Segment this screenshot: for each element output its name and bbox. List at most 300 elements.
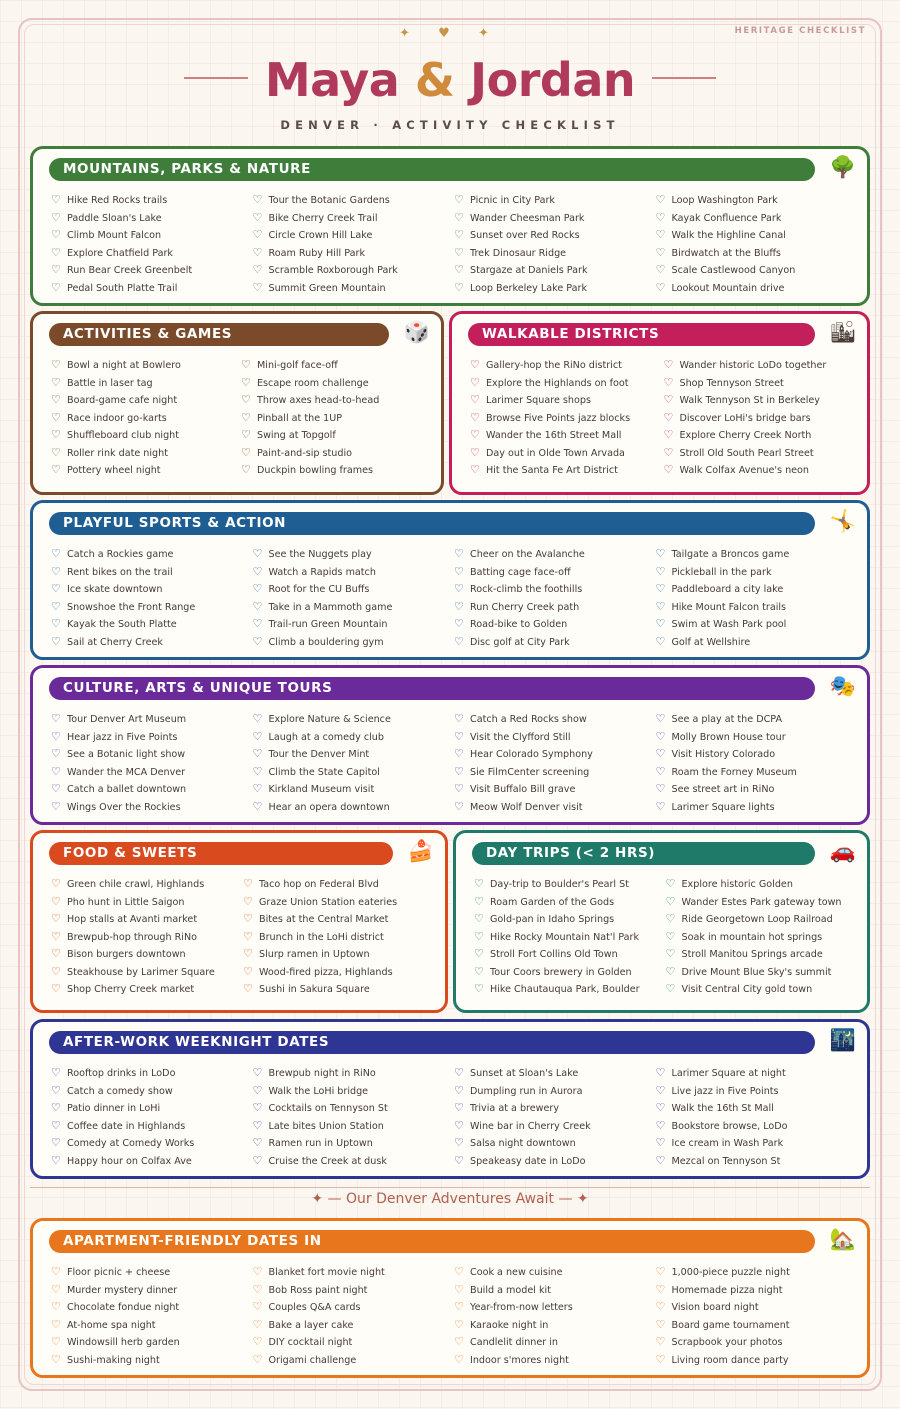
heart-checkbox-icon[interactable]: ♡ [474, 982, 484, 995]
checklist-item[interactable] [656, 1281, 858, 1299]
checklist-item[interactable] [253, 244, 455, 262]
heart-checkbox-icon[interactable]: ♡ [655, 582, 666, 595]
heart-checkbox-icon[interactable]: ♡ [252, 1153, 263, 1167]
heart-checkbox-icon[interactable]: ♡ [663, 463, 674, 476]
heart-checkbox-icon[interactable]: ♡ [252, 1300, 263, 1313]
heart-checkbox-icon[interactable]: ♡ [454, 1118, 464, 1132]
heart-checkbox-icon[interactable]: ♡ [470, 463, 480, 476]
checklist-item[interactable] [51, 261, 253, 279]
heart-checkbox-icon[interactable]: ♡ [51, 712, 61, 725]
checklist-item[interactable] [253, 1082, 455, 1100]
heart-checkbox-icon[interactable]: ♡ [252, 729, 263, 743]
checklist-item[interactable] [454, 244, 656, 262]
checklist-item[interactable] [253, 209, 455, 227]
checklist-item[interactable] [454, 226, 656, 244]
heart-checkbox-icon[interactable]: ♡ [51, 912, 61, 925]
heart-checkbox-icon[interactable]: ♡ [51, 428, 61, 441]
checklist-item[interactable] [51, 391, 241, 409]
heart-checkbox-icon[interactable]: ♡ [470, 358, 480, 371]
checklist-item[interactable] [656, 279, 858, 297]
heart-checkbox-icon[interactable]: ♡ [665, 964, 676, 978]
checklist-item[interactable] [666, 893, 858, 911]
heart-checkbox-icon[interactable]: ♡ [243, 947, 253, 960]
heart-checkbox-icon[interactable]: ♡ [655, 1265, 666, 1278]
checklist-item[interactable] [253, 633, 455, 651]
checklist-item[interactable] [253, 1298, 455, 1316]
checklist-item[interactable] [454, 1152, 656, 1170]
heart-checkbox-icon[interactable]: ♡ [655, 634, 666, 648]
checklist-item[interactable] [656, 1117, 858, 1135]
heart-checkbox-icon[interactable]: ♡ [51, 894, 61, 908]
checklist-item[interactable] [241, 409, 431, 427]
heart-checkbox-icon[interactable]: ♡ [665, 894, 676, 908]
heart-checkbox-icon[interactable]: ♡ [655, 782, 666, 795]
checklist-item[interactable] [51, 710, 253, 728]
heart-checkbox-icon[interactable]: ♡ [51, 782, 61, 795]
checklist-item[interactable] [253, 226, 455, 244]
checklist-item[interactable] [666, 928, 858, 946]
checklist-item[interactable] [666, 980, 858, 998]
heart-checkbox-icon[interactable]: ♡ [470, 393, 480, 406]
heart-checkbox-icon[interactable]: ♡ [454, 1352, 464, 1366]
heart-checkbox-icon[interactable]: ♡ [252, 1317, 263, 1331]
checklist-item[interactable] [253, 1281, 455, 1299]
heart-checkbox-icon[interactable]: ♡ [655, 263, 666, 276]
checklist-item[interactable] [656, 1082, 858, 1100]
heart-checkbox-icon[interactable]: ♡ [655, 1118, 666, 1132]
checklist-item[interactable] [253, 279, 455, 297]
checklist-item[interactable] [454, 1099, 656, 1117]
heart-checkbox-icon[interactable]: ♡ [655, 1335, 666, 1348]
heart-checkbox-icon[interactable]: ♡ [665, 982, 676, 995]
checklist-item[interactable] [241, 426, 431, 444]
heart-checkbox-icon[interactable]: ♡ [655, 1136, 666, 1149]
checklist-item[interactable] [454, 710, 656, 728]
checklist-item[interactable] [474, 980, 666, 998]
checklist-item[interactable] [470, 426, 664, 444]
heart-checkbox-icon[interactable]: ♡ [51, 393, 61, 406]
heart-checkbox-icon[interactable]: ♡ [51, 1352, 61, 1366]
checklist-item[interactable] [666, 945, 858, 963]
heart-checkbox-icon[interactable]: ♡ [241, 410, 251, 424]
checklist-item[interactable] [470, 391, 664, 409]
checklist-item[interactable] [51, 444, 241, 462]
heart-checkbox-icon[interactable]: ♡ [454, 1317, 464, 1331]
checklist-item[interactable] [656, 1152, 858, 1170]
heart-checkbox-icon[interactable]: ♡ [454, 193, 464, 206]
checklist-item[interactable] [664, 356, 858, 374]
checklist-item[interactable] [664, 444, 858, 462]
checklist-item[interactable] [51, 374, 241, 392]
checklist-item[interactable] [664, 426, 858, 444]
checklist-item[interactable] [454, 1281, 656, 1299]
checklist-item[interactable] [454, 1316, 656, 1334]
checklist-item[interactable] [656, 1333, 858, 1351]
heart-checkbox-icon[interactable]: ♡ [252, 782, 263, 795]
heart-checkbox-icon[interactable]: ♡ [51, 582, 61, 595]
heart-checkbox-icon[interactable]: ♡ [655, 245, 666, 259]
heart-checkbox-icon[interactable]: ♡ [51, 982, 61, 995]
heart-checkbox-icon[interactable]: ♡ [655, 764, 666, 778]
checklist-item[interactable] [666, 963, 858, 981]
checklist-item[interactable] [243, 963, 435, 981]
checklist-item[interactable] [454, 1134, 656, 1152]
heart-checkbox-icon[interactable]: ♡ [51, 564, 61, 578]
checklist-item[interactable] [253, 545, 455, 563]
heart-checkbox-icon[interactable]: ♡ [252, 799, 263, 813]
heart-checkbox-icon[interactable]: ♡ [252, 764, 263, 778]
checklist-item[interactable] [656, 763, 858, 781]
heart-checkbox-icon[interactable]: ♡ [252, 617, 263, 630]
checklist-item[interactable] [243, 875, 435, 893]
checklist-item[interactable] [51, 1082, 253, 1100]
heart-checkbox-icon[interactable]: ♡ [663, 393, 674, 406]
heart-checkbox-icon[interactable]: ♡ [51, 1317, 61, 1331]
checklist-item[interactable] [454, 728, 656, 746]
checklist-item[interactable] [656, 1351, 858, 1369]
heart-checkbox-icon[interactable]: ♡ [51, 445, 61, 459]
heart-checkbox-icon[interactable]: ♡ [663, 375, 674, 389]
checklist-item[interactable] [51, 1298, 253, 1316]
checklist-item[interactable] [454, 798, 656, 816]
checklist-item[interactable] [474, 928, 666, 946]
checklist-item[interactable] [656, 710, 858, 728]
heart-checkbox-icon[interactable]: ♡ [51, 245, 61, 259]
heart-checkbox-icon[interactable]: ♡ [655, 799, 666, 813]
heart-checkbox-icon[interactable]: ♡ [51, 764, 61, 778]
heart-checkbox-icon[interactable]: ♡ [655, 1083, 666, 1097]
checklist-item[interactable] [253, 615, 455, 633]
checklist-item[interactable] [51, 356, 241, 374]
heart-checkbox-icon[interactable]: ♡ [252, 1066, 263, 1079]
checklist-item[interactable] [253, 1099, 455, 1117]
heart-checkbox-icon[interactable]: ♡ [252, 747, 263, 760]
heart-checkbox-icon[interactable]: ♡ [51, 1083, 61, 1097]
heart-checkbox-icon[interactable]: ♡ [51, 1300, 61, 1313]
heart-checkbox-icon[interactable]: ♡ [470, 375, 480, 389]
heart-checkbox-icon[interactable]: ♡ [454, 1282, 464, 1296]
checklist-item[interactable] [241, 356, 431, 374]
heart-checkbox-icon[interactable]: ♡ [474, 964, 484, 978]
heart-checkbox-icon[interactable]: ♡ [51, 280, 61, 294]
checklist-item[interactable] [253, 563, 455, 581]
heart-checkbox-icon[interactable]: ♡ [454, 280, 464, 294]
checklist-item[interactable] [51, 1263, 253, 1281]
checklist-item[interactable] [656, 1134, 858, 1152]
heart-checkbox-icon[interactable]: ♡ [663, 428, 674, 441]
checklist-item[interactable] [474, 963, 666, 981]
checklist-item[interactable] [51, 209, 253, 227]
checklist-item[interactable] [656, 1263, 858, 1281]
checklist-item[interactable] [666, 910, 858, 928]
checklist-item[interactable] [51, 191, 253, 209]
heart-checkbox-icon[interactable]: ♡ [252, 1083, 263, 1097]
checklist-item[interactable] [474, 910, 666, 928]
heart-checkbox-icon[interactable]: ♡ [51, 747, 61, 760]
heart-checkbox-icon[interactable]: ♡ [454, 764, 464, 778]
checklist-item[interactable] [51, 910, 243, 928]
checklist-item[interactable] [51, 1281, 253, 1299]
heart-checkbox-icon[interactable]: ♡ [454, 747, 464, 760]
checklist-item[interactable] [241, 461, 431, 479]
heart-checkbox-icon[interactable]: ♡ [655, 210, 666, 224]
checklist-item[interactable] [454, 633, 656, 651]
heart-checkbox-icon[interactable]: ♡ [51, 617, 61, 630]
heart-checkbox-icon[interactable]: ♡ [655, 599, 666, 613]
checklist-item[interactable] [253, 580, 455, 598]
heart-checkbox-icon[interactable]: ♡ [655, 1352, 666, 1366]
heart-checkbox-icon[interactable]: ♡ [51, 375, 61, 389]
checklist-item[interactable] [656, 633, 858, 651]
checklist-item[interactable] [454, 598, 656, 616]
checklist-item[interactable] [51, 563, 253, 581]
heart-checkbox-icon[interactable]: ♡ [252, 634, 263, 648]
checklist-item[interactable] [454, 745, 656, 763]
checklist-item[interactable] [51, 1333, 253, 1351]
checklist-item[interactable] [51, 1117, 253, 1135]
checklist-item[interactable] [474, 875, 666, 893]
checklist-item[interactable] [656, 261, 858, 279]
heart-checkbox-icon[interactable]: ♡ [252, 210, 263, 224]
checklist-item[interactable] [253, 780, 455, 798]
checklist-item[interactable] [51, 1064, 253, 1082]
checklist-item[interactable] [454, 615, 656, 633]
heart-checkbox-icon[interactable]: ♡ [51, 599, 61, 613]
checklist-item[interactable] [51, 580, 253, 598]
checklist-item[interactable] [656, 226, 858, 244]
heart-checkbox-icon[interactable]: ♡ [454, 1153, 464, 1167]
checklist-item[interactable] [656, 545, 858, 563]
checklist-item[interactable] [454, 1082, 656, 1100]
heart-checkbox-icon[interactable]: ♡ [252, 193, 263, 206]
heart-checkbox-icon[interactable]: ♡ [454, 1066, 464, 1079]
checklist-item[interactable] [664, 374, 858, 392]
checklist-item[interactable] [454, 261, 656, 279]
heart-checkbox-icon[interactable]: ♡ [51, 1153, 61, 1167]
checklist-item[interactable] [454, 763, 656, 781]
checklist-item[interactable] [454, 1333, 656, 1351]
checklist-item[interactable] [51, 598, 253, 616]
checklist-item[interactable] [656, 1316, 858, 1334]
checklist-item[interactable] [51, 226, 253, 244]
heart-checkbox-icon[interactable]: ♡ [655, 1066, 666, 1079]
checklist-item[interactable] [241, 391, 431, 409]
checklist-item[interactable] [454, 1117, 656, 1135]
heart-checkbox-icon[interactable]: ♡ [243, 982, 253, 995]
checklist-item[interactable] [51, 633, 253, 651]
checklist-item[interactable] [253, 763, 455, 781]
heart-checkbox-icon[interactable]: ♡ [252, 1282, 263, 1296]
heart-checkbox-icon[interactable]: ♡ [665, 929, 676, 943]
checklist-item[interactable] [470, 444, 664, 462]
heart-checkbox-icon[interactable]: ♡ [663, 445, 674, 459]
checklist-item[interactable] [253, 728, 455, 746]
heart-checkbox-icon[interactable]: ♡ [454, 245, 464, 259]
checklist-item[interactable] [656, 580, 858, 598]
heart-checkbox-icon[interactable]: ♡ [470, 445, 480, 459]
checklist-item[interactable] [253, 598, 455, 616]
checklist-item[interactable] [454, 563, 656, 581]
heart-checkbox-icon[interactable]: ♡ [241, 445, 251, 459]
checklist-item[interactable] [241, 444, 431, 462]
checklist-item[interactable] [51, 1152, 253, 1170]
checklist-item[interactable] [51, 1316, 253, 1334]
heart-checkbox-icon[interactable]: ♡ [454, 782, 464, 795]
heart-checkbox-icon[interactable]: ♡ [655, 1300, 666, 1313]
heart-checkbox-icon[interactable]: ♡ [51, 877, 61, 890]
heart-checkbox-icon[interactable]: ♡ [252, 564, 263, 578]
heart-checkbox-icon[interactable]: ♡ [252, 599, 263, 613]
heart-checkbox-icon[interactable]: ♡ [241, 393, 251, 406]
heart-checkbox-icon[interactable]: ♡ [51, 1282, 61, 1296]
heart-checkbox-icon[interactable]: ♡ [252, 245, 263, 259]
checklist-item[interactable] [51, 798, 253, 816]
checklist-item[interactable] [656, 745, 858, 763]
checklist-item[interactable] [243, 945, 435, 963]
checklist-item[interactable] [656, 244, 858, 262]
heart-checkbox-icon[interactable]: ♡ [51, 634, 61, 648]
heart-checkbox-icon[interactable]: ♡ [474, 947, 484, 960]
heart-checkbox-icon[interactable]: ♡ [51, 1066, 61, 1079]
heart-checkbox-icon[interactable]: ♡ [655, 729, 666, 743]
checklist-item[interactable] [656, 728, 858, 746]
heart-checkbox-icon[interactable]: ♡ [243, 912, 253, 925]
checklist-item[interactable] [474, 945, 666, 963]
heart-checkbox-icon[interactable]: ♡ [51, 463, 61, 476]
checklist-item[interactable] [656, 1064, 858, 1082]
checklist-item[interactable] [656, 615, 858, 633]
heart-checkbox-icon[interactable]: ♡ [241, 375, 251, 389]
checklist-item[interactable] [51, 1134, 253, 1152]
heart-checkbox-icon[interactable]: ♡ [252, 1335, 263, 1348]
checklist-item[interactable] [51, 875, 243, 893]
checklist-item[interactable] [51, 963, 243, 981]
checklist-item[interactable] [253, 1134, 455, 1152]
checklist-item[interactable] [454, 780, 656, 798]
checklist-item[interactable] [656, 798, 858, 816]
checklist-item[interactable] [51, 461, 241, 479]
heart-checkbox-icon[interactable]: ♡ [454, 1083, 464, 1097]
heart-checkbox-icon[interactable]: ♡ [51, 1118, 61, 1132]
checklist-item[interactable] [51, 980, 243, 998]
heart-checkbox-icon[interactable]: ♡ [252, 263, 263, 276]
heart-checkbox-icon[interactable]: ♡ [655, 1101, 666, 1114]
heart-checkbox-icon[interactable]: ♡ [454, 1335, 464, 1348]
heart-checkbox-icon[interactable]: ♡ [454, 564, 464, 578]
checklist-item[interactable] [470, 409, 664, 427]
heart-checkbox-icon[interactable]: ♡ [655, 228, 666, 241]
heart-checkbox-icon[interactable]: ♡ [454, 210, 464, 224]
heart-checkbox-icon[interactable]: ♡ [665, 947, 676, 960]
heart-checkbox-icon[interactable]: ♡ [241, 428, 251, 441]
heart-checkbox-icon[interactable]: ♡ [252, 712, 263, 725]
checklist-item[interactable] [656, 563, 858, 581]
heart-checkbox-icon[interactable]: ♡ [454, 1136, 464, 1149]
checklist-item[interactable] [454, 1298, 656, 1316]
checklist-item[interactable] [664, 409, 858, 427]
heart-checkbox-icon[interactable]: ♡ [51, 358, 61, 371]
checklist-item[interactable] [243, 928, 435, 946]
heart-checkbox-icon[interactable]: ♡ [454, 617, 464, 630]
checklist-item[interactable] [656, 598, 858, 616]
checklist-item[interactable] [656, 1099, 858, 1117]
heart-checkbox-icon[interactable]: ♡ [252, 280, 263, 294]
checklist-item[interactable] [470, 461, 664, 479]
heart-checkbox-icon[interactable]: ♡ [51, 947, 61, 960]
heart-checkbox-icon[interactable]: ♡ [51, 263, 61, 276]
checklist-item[interactable] [51, 409, 241, 427]
checklist-item[interactable] [656, 1298, 858, 1316]
checklist-item[interactable] [51, 780, 253, 798]
checklist-item[interactable] [454, 191, 656, 209]
checklist-item[interactable] [51, 426, 241, 444]
checklist-item[interactable] [454, 545, 656, 563]
heart-checkbox-icon[interactable]: ♡ [454, 582, 464, 595]
checklist-item[interactable] [664, 391, 858, 409]
checklist-item[interactable] [253, 1333, 455, 1351]
checklist-item[interactable] [666, 875, 858, 893]
checklist-item[interactable] [243, 910, 435, 928]
heart-checkbox-icon[interactable]: ♡ [252, 1136, 263, 1149]
checklist-item[interactable] [241, 374, 431, 392]
heart-checkbox-icon[interactable]: ♡ [663, 410, 674, 424]
heart-checkbox-icon[interactable]: ♡ [474, 877, 484, 890]
checklist-item[interactable] [454, 1351, 656, 1369]
checklist-item[interactable] [253, 261, 455, 279]
heart-checkbox-icon[interactable]: ♡ [474, 894, 484, 908]
heart-checkbox-icon[interactable]: ♡ [51, 1101, 61, 1114]
checklist-item[interactable] [470, 356, 664, 374]
heart-checkbox-icon[interactable]: ♡ [470, 428, 480, 441]
checklist-item[interactable] [454, 279, 656, 297]
heart-checkbox-icon[interactable]: ♡ [454, 1300, 464, 1313]
checklist-item[interactable] [253, 710, 455, 728]
checklist-item[interactable] [51, 1351, 253, 1369]
heart-checkbox-icon[interactable]: ♡ [454, 228, 464, 241]
checklist-item[interactable] [454, 209, 656, 227]
heart-checkbox-icon[interactable]: ♡ [51, 929, 61, 943]
heart-checkbox-icon[interactable]: ♡ [252, 1352, 263, 1366]
checklist-item[interactable] [51, 763, 253, 781]
checklist-item[interactable] [253, 1117, 455, 1135]
heart-checkbox-icon[interactable]: ♡ [241, 358, 251, 371]
checklist-item[interactable] [454, 580, 656, 598]
heart-checkbox-icon[interactable]: ♡ [252, 228, 263, 241]
heart-checkbox-icon[interactable]: ♡ [252, 582, 263, 595]
checklist-item[interactable] [253, 1263, 455, 1281]
checklist-item[interactable] [664, 461, 858, 479]
heart-checkbox-icon[interactable]: ♡ [241, 463, 251, 476]
heart-checkbox-icon[interactable]: ♡ [655, 1317, 666, 1331]
checklist-item[interactable] [253, 1351, 455, 1369]
checklist-item[interactable] [51, 615, 253, 633]
checklist-item[interactable] [253, 798, 455, 816]
heart-checkbox-icon[interactable]: ♡ [51, 1136, 61, 1149]
heart-checkbox-icon[interactable]: ♡ [243, 964, 253, 978]
heart-checkbox-icon[interactable]: ♡ [454, 712, 464, 725]
checklist-item[interactable] [51, 945, 243, 963]
checklist-item[interactable] [253, 1152, 455, 1170]
checklist-item[interactable] [454, 1263, 656, 1281]
checklist-item[interactable] [243, 980, 435, 998]
checklist-item[interactable] [656, 209, 858, 227]
checklist-item[interactable] [454, 1064, 656, 1082]
heart-checkbox-icon[interactable]: ♡ [655, 712, 666, 725]
heart-checkbox-icon[interactable]: ♡ [243, 877, 253, 890]
heart-checkbox-icon[interactable]: ♡ [663, 358, 674, 371]
heart-checkbox-icon[interactable]: ♡ [655, 193, 666, 206]
heart-checkbox-icon[interactable]: ♡ [51, 228, 61, 241]
